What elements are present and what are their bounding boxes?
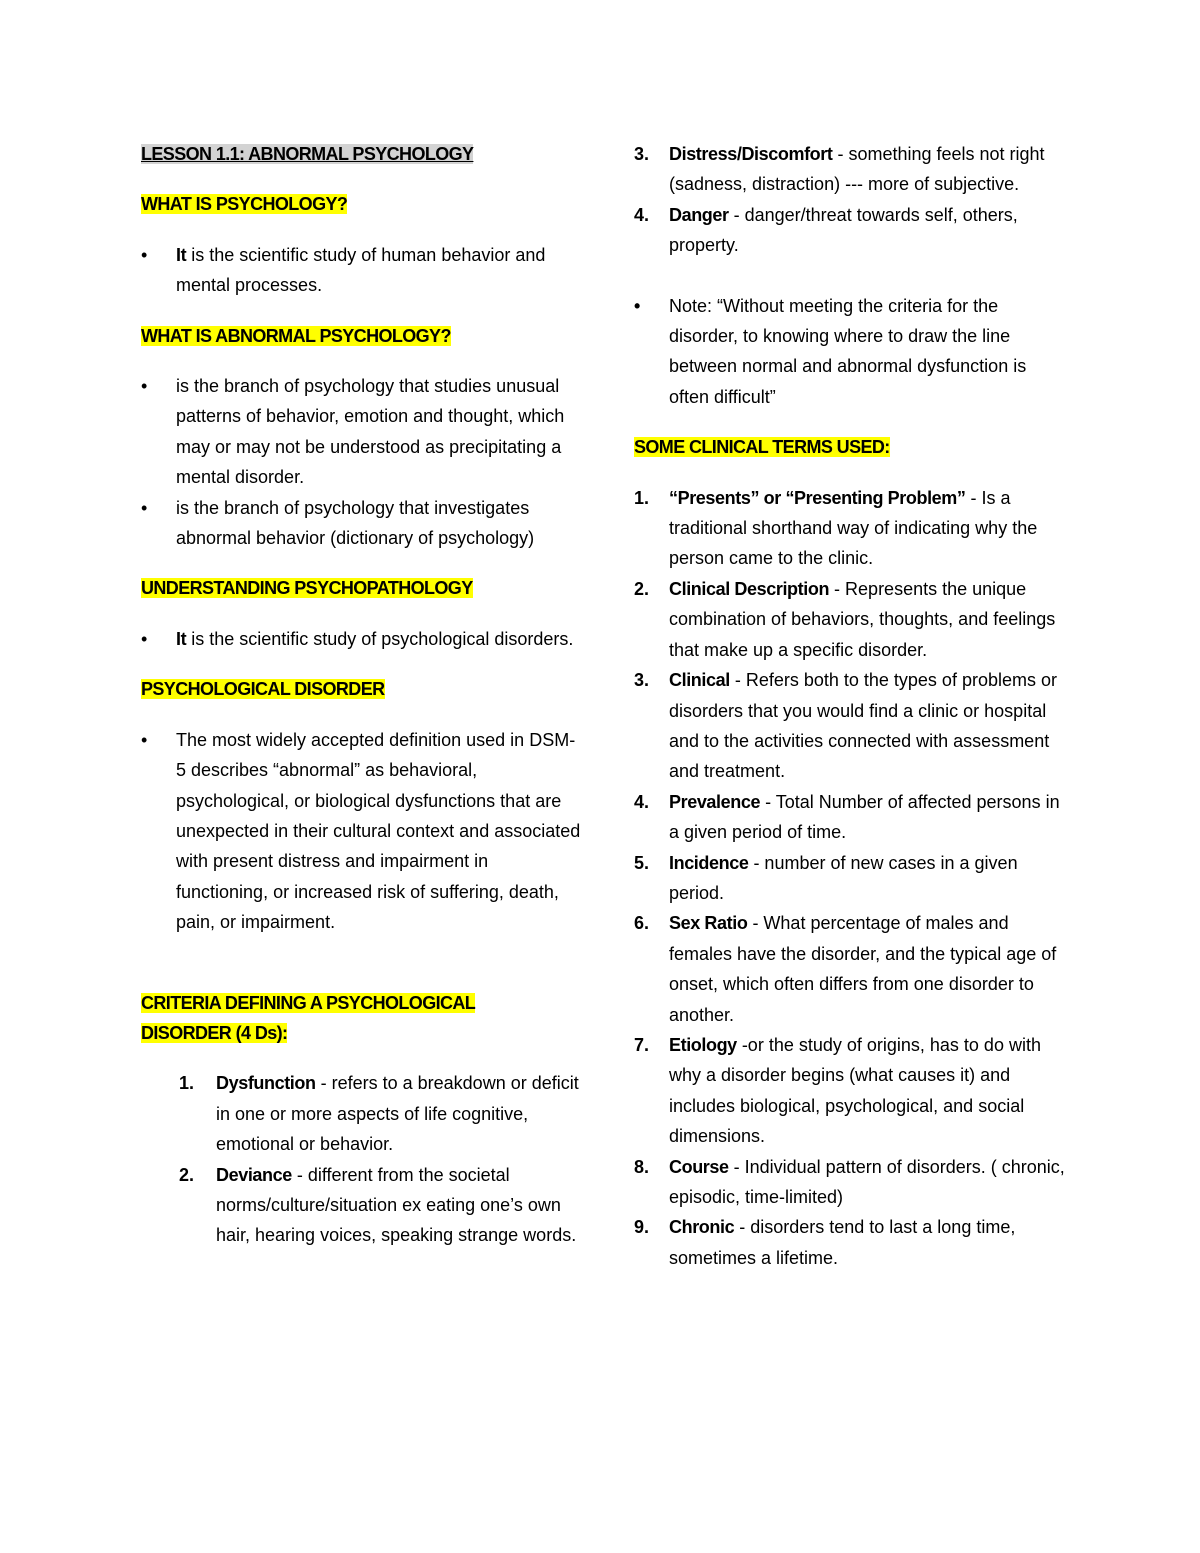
disorder-bullets [141, 725, 581, 938]
list-item: • It is the scientific study of human behavior and mental processes. [141, 240, 581, 301]
list-item: 6. Sex Ratio - What percentage of males and females have the disorder, and the typical age of onset, which often differs from one disorder to another. [634, 913, 1057, 1025]
right-column [634, 139, 1066, 1273]
list-item: 3. Clinical - Refers both to the types of problems or disorders that you would find a clinic or hospital and to the activities connected with assessment and treatment. [634, 670, 1057, 782]
list-item: 1. “Presents” or “Presenting Problem” - Is a traditional shorthand way of indicating why the person came to the clinic. [634, 487, 1038, 569]
bullet-icon: • [141, 628, 148, 649]
list-item: • is the branch of psychology that studies unusual patterns of behavior, emotion and thought, which may or may not be understood as precipitating a mental disorder. [141, 371, 581, 493]
heading-psychological-disorder: PSYCHOLOGICAL DISORDER [141, 679, 385, 700]
list-item: 2. Clinical Description - Represents the unique combination of behaviors, thoughts, and feelings that make up a specific disorder. [634, 578, 1056, 660]
list-item: 4. Danger - danger/threat towards self, others, property. [634, 204, 1018, 256]
heading-what-is-psychology: WHAT IS PSYCHOLOGY? [141, 194, 348, 215]
bullet-icon: • [141, 244, 148, 265]
criteria-list-continued [634, 139, 1066, 261]
list-item: 2. Deviance - different from the societal norms/culture/situation ex eating one’s own hair, hearing voices, speaking strange words. [179, 1164, 577, 1246]
criteria-list [141, 1068, 581, 1250]
psychopathology-bullets [141, 624, 581, 654]
note-item: • Note: “Without meeting the criteria for the disorder, to knowing where to draw the line between normal and abnormal dysfunction is often difficult” [634, 291, 1066, 413]
clinical-terms-list [634, 483, 1066, 1274]
bullet-icon: • [141, 376, 148, 397]
list-item: • It is the scientific study of psychological disorders. [141, 624, 581, 654]
abnormal-bullets [141, 371, 581, 553]
heading-criteria: CRITERIA DEFINING A PSYCHOLOGICAL DISORDER (4 Ds): [141, 992, 476, 1043]
list-item: 3. Distress/Discomfort - something feels not right (sadness, distraction) --- more of subjective. [634, 144, 1045, 195]
lesson-title: LESSON 1.1: ABNORMAL PSYCHOLOGY [141, 144, 474, 164]
list-item: 8. Course - Individual pattern of disorders. ( chronic, episodic, time-limited) [634, 1156, 1065, 1207]
list-item: 1. Dysfunction - refers to a breakdown or deficit in one or more aspects of life cognitive, emotional or behavior. [179, 1073, 579, 1155]
note-list [634, 291, 1066, 413]
bullet-icon: • [141, 497, 148, 518]
bullet-icon: • [634, 295, 641, 316]
heading-clinical-terms: SOME CLINICAL TERMS USED: [634, 437, 890, 458]
left-column [141, 139, 581, 1251]
heading-what-is-abnormal-psychology: WHAT IS ABNORMAL PSYCHOLOGY? [141, 325, 451, 346]
list-item: 5. Incidence - number of new cases in a given period. [634, 852, 1018, 903]
list-item: • The most widely accepted definition used in DSM-5 describes “abnormal” as behavioral, psychological, or biological dysfunctions that are unexpected in their cultural context and associated with present distress and impairment in functioning, or increased risk of suffering, death, pain, or impairment. [141, 725, 581, 938]
list-item: 4. Prevalence - Total Number of affected persons in a given period of time. [634, 791, 1060, 843]
bullet-icon: • [141, 729, 148, 750]
list-item: 9. Chronic - disorders tend to last a long time, sometimes a lifetime. [634, 1217, 1016, 1268]
psychology-bullets [141, 240, 581, 301]
heading-understanding-psychopathology: UNDERSTANDING PSYCHOPATHOLOGY [141, 578, 473, 599]
list-item: • is the branch of psychology that investigates abnormal behavior (dictionary of psychology) [141, 493, 581, 554]
list-item: 7. Etiology -or the study of origins, has to do with why a disorder begins (what causes it) and includes biological, psychological, and social dimensions. [634, 1034, 1041, 1147]
